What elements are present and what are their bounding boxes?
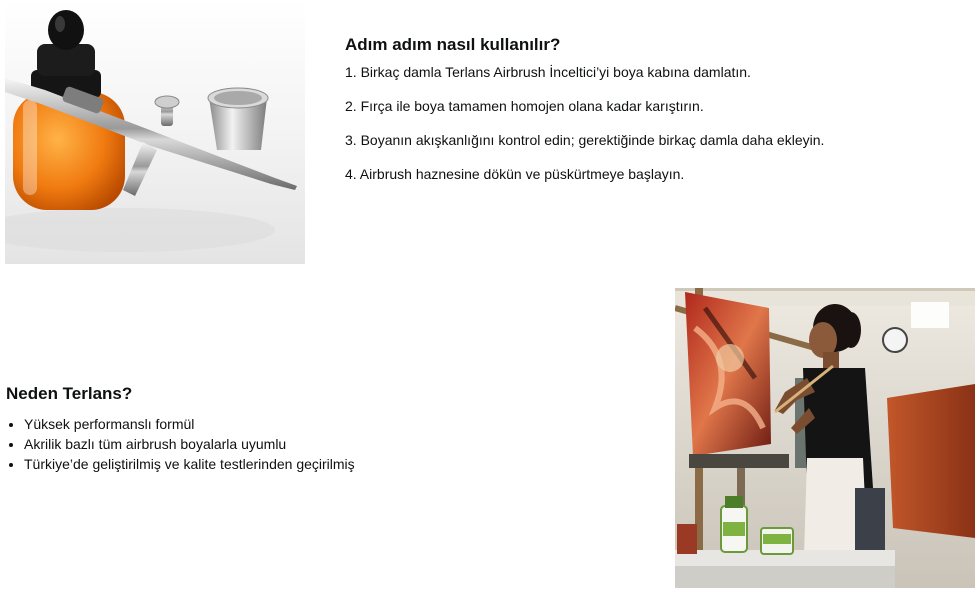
painter-studio-image	[675, 288, 975, 588]
airbrush-illustration	[5, 0, 305, 264]
why-heading: Neden Terlans?	[6, 384, 133, 403]
how-to-heading: Adım adım nasıl kullanılır?	[345, 35, 561, 54]
how-to-step: 3. Boyanın akışkanlığını kontrol edin; gerektiğinde birkaç damla daha ekleyin.	[345, 132, 825, 148]
how-to-step: 4. Airbrush haznesine dökün ve püskürtmeye başlayın.	[345, 166, 685, 182]
how-to-steps-list	[345, 62, 945, 184]
how-to-step: 1. Birkaç damla Terlans Airbrush İnceltici’yi boya kabına damlatın.	[345, 64, 751, 80]
how-to-section	[345, 34, 945, 198]
why-bullet: • Türkiye’de geliştirilmiş ve kalite testlerinden geçirilmiş	[24, 454, 626, 474]
airbrush-product-image	[5, 0, 305, 264]
why-bullet-list	[6, 414, 626, 474]
why-bullet: • Yüksek performanslı formül	[24, 414, 626, 434]
why-bullet: • Akrilik bazlı tüm airbrush boyalarla uyumlu	[24, 434, 626, 454]
painter-illustration	[675, 288, 975, 588]
why-section	[6, 383, 626, 474]
how-to-step: 2. Fırça ile boya tamamen homojen olana kadar karıştırın.	[345, 98, 704, 114]
